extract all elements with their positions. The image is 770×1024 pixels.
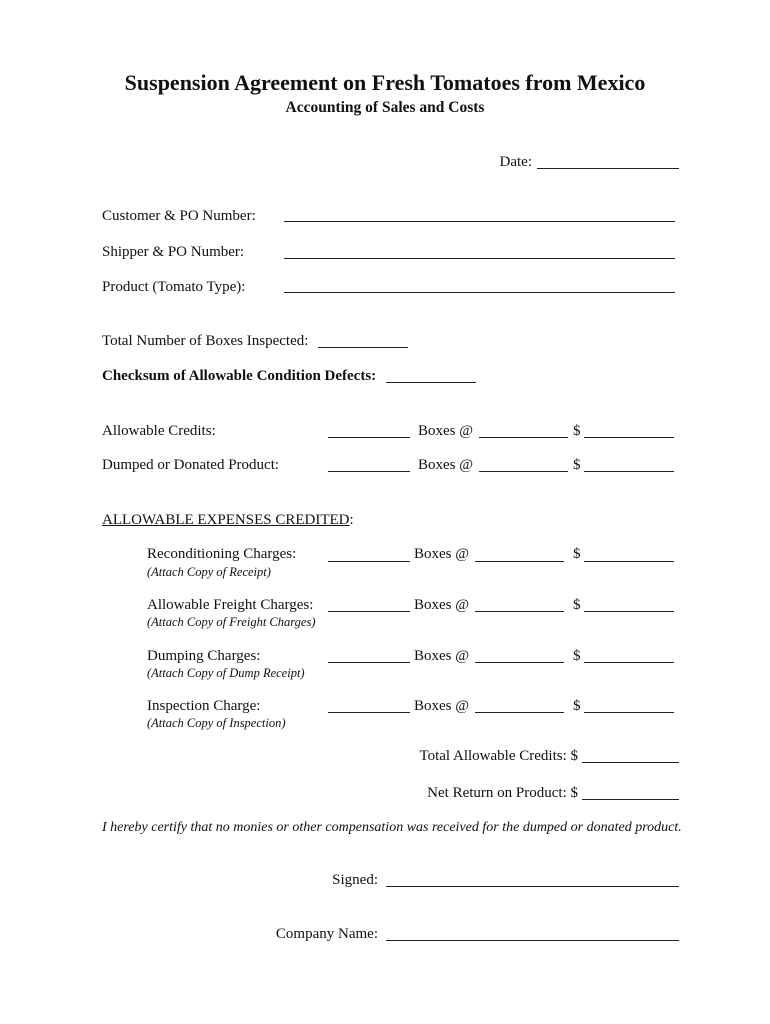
total-allowable-credits-label: Total Allowable Credits: $ xyxy=(419,748,578,764)
date-field[interactable] xyxy=(537,168,679,169)
dollar-label: $ xyxy=(573,457,581,473)
dollar-label: $ xyxy=(573,423,581,439)
allowable-credits-rate-field[interactable] xyxy=(479,437,568,438)
total-boxes-field[interactable] xyxy=(318,347,408,348)
product-label: Product (Tomato Type): xyxy=(102,279,246,295)
certification-statement: I hereby certify that no monies or other compensation was received for the dumped or donated product. xyxy=(102,820,682,835)
shipper-po-field[interactable] xyxy=(284,258,675,259)
allowable-credits-amount-field[interactable] xyxy=(584,437,674,438)
dumped-boxes-field[interactable] xyxy=(328,471,410,472)
signed-label: Signed: xyxy=(332,872,378,888)
reconditioning-boxes-field[interactable] xyxy=(328,561,410,562)
boxes-at-label: Boxes @ xyxy=(418,457,474,473)
inspection-label: Inspection Charge: xyxy=(147,698,261,714)
freight-boxes-field[interactable] xyxy=(328,611,410,612)
dumping-note: (Attach Copy of Dump Receipt) xyxy=(147,666,305,680)
boxes-at-label: Boxes @ xyxy=(414,648,470,664)
inspection-amount-field[interactable] xyxy=(584,712,674,713)
boxes-at-label: Boxes @ xyxy=(414,597,470,613)
signature-field[interactable] xyxy=(386,886,679,887)
boxes-at-label: Boxes @ xyxy=(418,423,474,439)
allowable-credits-label: Allowable Credits: xyxy=(102,423,216,439)
freight-rate-field[interactable] xyxy=(475,611,564,612)
company-name-field[interactable] xyxy=(386,940,679,941)
inspection-note: (Attach Copy of Inspection) xyxy=(147,716,286,730)
checksum-label: Checksum of Allowable Condition Defects: xyxy=(102,368,377,384)
dumped-rate-field[interactable] xyxy=(479,471,568,472)
net-return-field[interactable] xyxy=(582,799,679,800)
dumping-label: Dumping Charges: xyxy=(147,648,261,664)
expenses-heading-colon: : xyxy=(349,512,354,528)
dumping-rate-field[interactable] xyxy=(475,662,564,663)
customer-po-field[interactable] xyxy=(284,221,675,222)
shipper-po-label: Shipper & PO Number: xyxy=(102,244,245,260)
total-allowable-credits-field[interactable] xyxy=(582,762,679,763)
freight-amount-field[interactable] xyxy=(584,611,674,612)
allowable-credits-boxes-field[interactable] xyxy=(328,437,410,438)
freight-label: Allowable Freight Charges: xyxy=(147,597,314,613)
page-title: Suspension Agreement on Fresh Tomatoes from Mexico xyxy=(124,70,646,95)
inspection-rate-field[interactable] xyxy=(475,712,564,713)
inspection-boxes-field[interactable] xyxy=(328,712,410,713)
checksum-field[interactable] xyxy=(386,382,476,383)
boxes-at-label: Boxes @ xyxy=(414,546,470,562)
reconditioning-rate-field[interactable] xyxy=(475,561,564,562)
boxes-at-label: Boxes @ xyxy=(414,698,470,714)
customer-po-label: Customer & PO Number: xyxy=(102,208,256,224)
product-field[interactable] xyxy=(284,292,675,293)
reconditioning-note: (Attach Copy of Receipt) xyxy=(147,565,271,579)
date-label: Date: xyxy=(499,154,532,170)
dollar-label: $ xyxy=(573,648,581,664)
net-return-label: Net Return on Product: $ xyxy=(427,785,578,801)
dumped-amount-field[interactable] xyxy=(584,471,674,472)
expenses-heading-text: ALLOWABLE EXPENSES CREDITED xyxy=(102,512,350,528)
dollar-label: $ xyxy=(573,597,581,613)
reconditioning-label: Reconditioning Charges: xyxy=(147,546,297,562)
reconditioning-amount-field[interactable] xyxy=(584,561,674,562)
page-subtitle: Accounting of Sales and Costs xyxy=(285,99,485,116)
dumping-amount-field[interactable] xyxy=(584,662,674,663)
dumping-boxes-field[interactable] xyxy=(328,662,410,663)
total-boxes-label: Total Number of Boxes Inspected: xyxy=(102,333,309,349)
company-name-label: Company Name: xyxy=(275,926,378,942)
dollar-label: $ xyxy=(573,698,581,714)
dumped-donated-label: Dumped or Donated Product: xyxy=(102,457,280,473)
freight-note: (Attach Copy of Freight Charges) xyxy=(147,615,316,629)
dollar-label: $ xyxy=(573,546,581,562)
expenses-heading xyxy=(102,512,354,529)
